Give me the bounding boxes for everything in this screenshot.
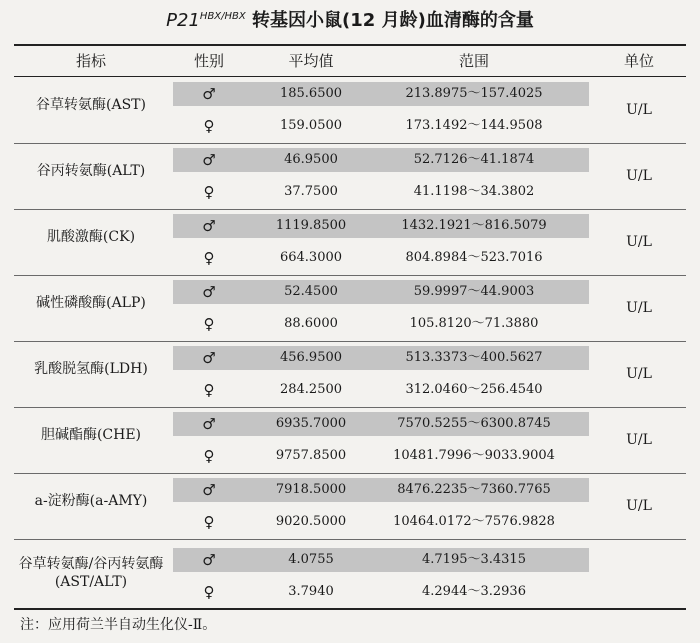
group-divider bbox=[14, 341, 686, 342]
female-symbol: ♀ bbox=[203, 183, 215, 201]
range-value: 10464.0172～7576.9828 bbox=[393, 514, 555, 529]
group-divider bbox=[14, 473, 686, 474]
male-symbol: ♂ bbox=[202, 283, 216, 301]
range-value: 59.9997～44.9003 bbox=[413, 284, 535, 299]
mean-value: 284.2500 bbox=[279, 382, 343, 397]
female-symbol: ♀ bbox=[203, 513, 215, 531]
male-symbol: ♂ bbox=[202, 151, 216, 169]
range-value: 173.1492～144.9508 bbox=[405, 118, 543, 133]
range-value: 804.8984～523.7016 bbox=[405, 250, 543, 265]
indicator-name: 胆碱酯酶(CHE) bbox=[40, 427, 142, 443]
male-symbol: ♂ bbox=[202, 85, 216, 103]
table-row-female bbox=[14, 178, 686, 204]
group-divider bbox=[14, 407, 686, 408]
male-symbol: ♂ bbox=[202, 349, 216, 367]
indicator-name: 谷草转氨酶(AST) bbox=[36, 97, 146, 113]
female-symbol: ♀ bbox=[203, 447, 215, 465]
mean-value: 7918.5000 bbox=[275, 482, 347, 497]
mean-value: 52.4500 bbox=[284, 284, 338, 299]
mean-value: 185.6500 bbox=[279, 86, 343, 101]
male-symbol: ♂ bbox=[202, 481, 216, 499]
group-divider bbox=[14, 143, 686, 144]
group-divider bbox=[14, 275, 686, 276]
table-title bbox=[0, 6, 700, 32]
range-value: 312.0460～256.4540 bbox=[405, 382, 543, 397]
table-row-female bbox=[14, 508, 686, 534]
range-value: 8476.2235～7360.7765 bbox=[397, 482, 551, 497]
mean-value: 9757.8500 bbox=[275, 448, 347, 463]
indicator-name: 谷丙转氨酶(ALT) bbox=[36, 163, 146, 179]
range-value: 52.7126～41.1874 bbox=[413, 152, 535, 167]
range-value: 4.7195～3.4315 bbox=[422, 552, 526, 567]
mean-value: 6935.7000 bbox=[275, 416, 347, 431]
male-symbol: ♂ bbox=[202, 415, 216, 433]
header-indicator: 指标 bbox=[75, 52, 106, 70]
female-symbol: ♀ bbox=[203, 583, 215, 601]
table-row-female bbox=[14, 442, 686, 468]
header-sex: 性别 bbox=[193, 52, 224, 70]
header-rule bbox=[14, 76, 686, 77]
mean-value: 456.9500 bbox=[279, 350, 343, 365]
mean-value: 37.7500 bbox=[284, 184, 338, 199]
range-value: 41.1198～34.3802 bbox=[413, 184, 535, 199]
range-value: 1432.1921～816.5079 bbox=[401, 218, 547, 233]
mean-value: 3.7940 bbox=[288, 584, 334, 599]
title-genotype: HBX/HBX bbox=[199, 11, 246, 22]
indicator-name: 碱性磷酸酶(ALP) bbox=[36, 295, 146, 311]
female-symbol: ♀ bbox=[203, 249, 215, 267]
mean-value: 9020.5000 bbox=[275, 514, 347, 529]
table-row-female bbox=[14, 112, 686, 138]
title-text: 转基因小鼠(12 月龄)血清酶的含量 bbox=[252, 10, 534, 31]
unit-label: U/L bbox=[626, 234, 652, 250]
indicator-name: a-淀粉酶(a-AMY) bbox=[34, 493, 148, 509]
table-row-female bbox=[14, 244, 686, 270]
mean-value: 1119.8500 bbox=[275, 218, 347, 233]
mean-value: 46.9500 bbox=[284, 152, 338, 167]
indicator-name bbox=[14, 555, 168, 591]
indicator-name: 肌酸激酶(CK) bbox=[46, 229, 136, 245]
male-symbol: ♂ bbox=[202, 217, 216, 235]
range-value: 213.8975～157.4025 bbox=[405, 86, 543, 101]
indicator-name: 乳酸脱氢酶(LDH) bbox=[34, 361, 148, 377]
group-divider bbox=[14, 539, 686, 540]
female-symbol: ♀ bbox=[203, 117, 215, 135]
title-gene: P21 bbox=[166, 10, 200, 31]
header-unit: 单位 bbox=[623, 52, 654, 70]
mean-value: 88.6000 bbox=[284, 316, 338, 331]
mean-value: 159.0500 bbox=[279, 118, 343, 133]
header-range: 范围 bbox=[458, 52, 489, 70]
range-value: 4.2944～3.2936 bbox=[422, 584, 526, 599]
header-mean: 平均值 bbox=[288, 52, 334, 70]
range-value: 10481.7996～9033.9004 bbox=[393, 448, 555, 463]
table-note: 注：应用荷兰半自动生化仪-Ⅱ。 bbox=[20, 617, 217, 633]
unit-label: U/L bbox=[626, 498, 652, 514]
indicator-line: 谷草转氨酶/谷丙转氨酶 bbox=[18, 556, 164, 572]
range-value: 7570.5255～6300.8745 bbox=[397, 416, 551, 431]
table-row-female bbox=[14, 310, 686, 336]
table-row-female bbox=[14, 376, 686, 402]
male-symbol: ♂ bbox=[202, 551, 216, 569]
top-rule bbox=[14, 44, 686, 46]
female-symbol: ♀ bbox=[203, 381, 215, 399]
unit-label: U/L bbox=[626, 102, 652, 118]
unit-label: U/L bbox=[626, 300, 652, 316]
unit-label: U/L bbox=[626, 168, 652, 184]
mean-value: 664.3000 bbox=[279, 250, 343, 265]
unit-label: U/L bbox=[626, 366, 652, 382]
mean-value: 4.0755 bbox=[288, 552, 334, 567]
group-divider bbox=[14, 209, 686, 210]
table-body bbox=[14, 80, 686, 612]
bottom-rule bbox=[14, 608, 686, 610]
range-value: 105.8120～71.3880 bbox=[409, 316, 539, 331]
female-symbol: ♀ bbox=[203, 315, 215, 333]
range-value: 513.3373～400.5627 bbox=[405, 350, 543, 365]
indicator-line: (AST/ALT) bbox=[54, 574, 128, 590]
unit-label: U/L bbox=[626, 432, 652, 448]
